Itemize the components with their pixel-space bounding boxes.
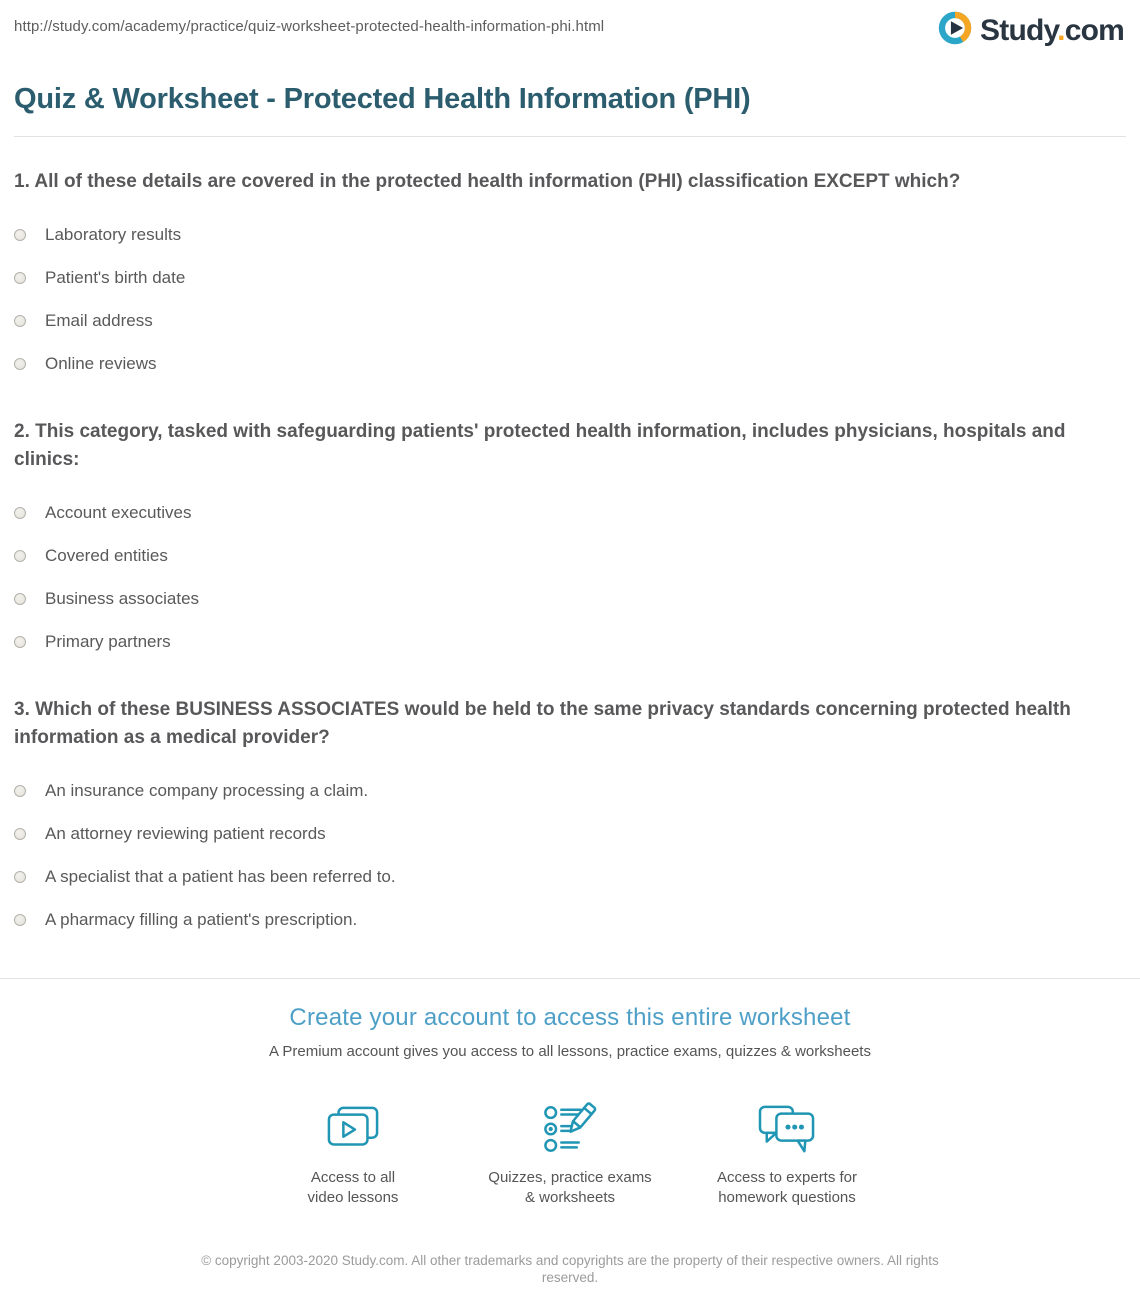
- radio-button[interactable]: [14, 636, 26, 648]
- answer-option[interactable]: [14, 867, 1140, 887]
- feature-label: Access to experts for homework questions: [716, 1169, 858, 1206]
- title-divider: [14, 136, 1126, 137]
- radio-button[interactable]: [14, 229, 26, 241]
- radio-button[interactable]: [14, 272, 26, 284]
- option-label: An attorney reviewing patient records: [45, 824, 326, 843]
- studycom-logo[interactable]: [937, 10, 1124, 51]
- radio-button[interactable]: [14, 871, 26, 883]
- answer-option[interactable]: [14, 354, 1140, 374]
- question-3: 3. Which of these BUSINESS ASSOCIATES would be held to the same privacy standards concerning protected health information as a medical provider?: [14, 699, 1071, 748]
- radio-button[interactable]: [14, 914, 26, 926]
- option-label: A pharmacy filling a patient's prescription.: [45, 910, 358, 929]
- question-2-options: [14, 503, 1140, 652]
- option-label: Online reviews: [45, 354, 157, 373]
- feature-list: [0, 1094, 1140, 1208]
- radio-button[interactable]: [14, 358, 26, 370]
- answer-option[interactable]: [14, 781, 1140, 801]
- question-2: 2. This category, tasked with safeguarding patients' protected health information, includes physicians, hospitals and clinics:: [14, 421, 1066, 470]
- radio-button[interactable]: [14, 593, 26, 605]
- answer-option[interactable]: [14, 824, 1140, 844]
- header: [0, 0, 1140, 51]
- play-logo-icon: [937, 10, 973, 51]
- option-label: Patient's birth date: [45, 268, 186, 287]
- quizzes-worksheets-icon: [462, 1094, 679, 1156]
- experts-chat-icon: [679, 1094, 896, 1156]
- logo-text: Study.com: [980, 13, 1124, 47]
- option-label: Business associates: [45, 589, 200, 608]
- answer-option[interactable]: [14, 311, 1140, 331]
- feature-label: Quizzes, practice exams & worksheets: [488, 1169, 652, 1206]
- answer-option[interactable]: [14, 225, 1140, 245]
- copyright-notice: © copyright 2003-2020 Study.com. All other trademarks and copyrights are the property of their respective owners. All rights reserved.: [201, 1253, 939, 1285]
- cta-title: Create your account to access this entire worksheet: [289, 1004, 851, 1031]
- option-label: Covered entities: [45, 546, 168, 565]
- page-url: http://study.com/academy/practice/quiz-worksheet-protected-health-information-phi.html: [14, 18, 605, 35]
- radio-button[interactable]: [14, 507, 26, 519]
- feature-experts-chat: [679, 1094, 896, 1208]
- option-label: A specialist that a patient has been referred to.: [45, 867, 396, 886]
- answer-option[interactable]: [14, 503, 1140, 523]
- feature-quizzes-worksheets: [462, 1094, 679, 1208]
- answer-option[interactable]: [14, 546, 1140, 566]
- radio-button[interactable]: [14, 828, 26, 840]
- question-1-options: [14, 225, 1140, 374]
- quiz-section: [0, 168, 1140, 930]
- option-label: Email address: [45, 311, 153, 330]
- answer-option[interactable]: [14, 632, 1140, 652]
- page-title: Quiz & Worksheet - Protected Health Information (PHI): [14, 83, 751, 115]
- answer-option[interactable]: [14, 268, 1140, 288]
- radio-button[interactable]: [14, 315, 26, 327]
- cta-subtitle: A Premium account gives you access to all lessons, practice exams, quizzes & worksheets: [269, 1043, 871, 1060]
- create-account-section: [0, 1004, 1140, 1208]
- option-label: An insurance company processing a claim.: [45, 781, 369, 800]
- section-divider: [0, 978, 1140, 979]
- radio-button[interactable]: [14, 785, 26, 797]
- feature-video-lessons: [245, 1094, 462, 1208]
- option-label: Laboratory results: [45, 225, 182, 244]
- feature-label: Access to all video lessons: [307, 1169, 399, 1206]
- question-3-options: [14, 781, 1140, 930]
- option-label: Account executives: [45, 503, 192, 522]
- radio-button[interactable]: [14, 550, 26, 562]
- answer-option[interactable]: [14, 589, 1140, 609]
- video-lessons-icon: [245, 1094, 462, 1156]
- option-label: Primary partners: [45, 632, 171, 651]
- question-1: 1. All of these details are covered in the protected health information (PHI) classification EXCEPT which?: [14, 171, 961, 192]
- answer-option[interactable]: [14, 910, 1140, 930]
